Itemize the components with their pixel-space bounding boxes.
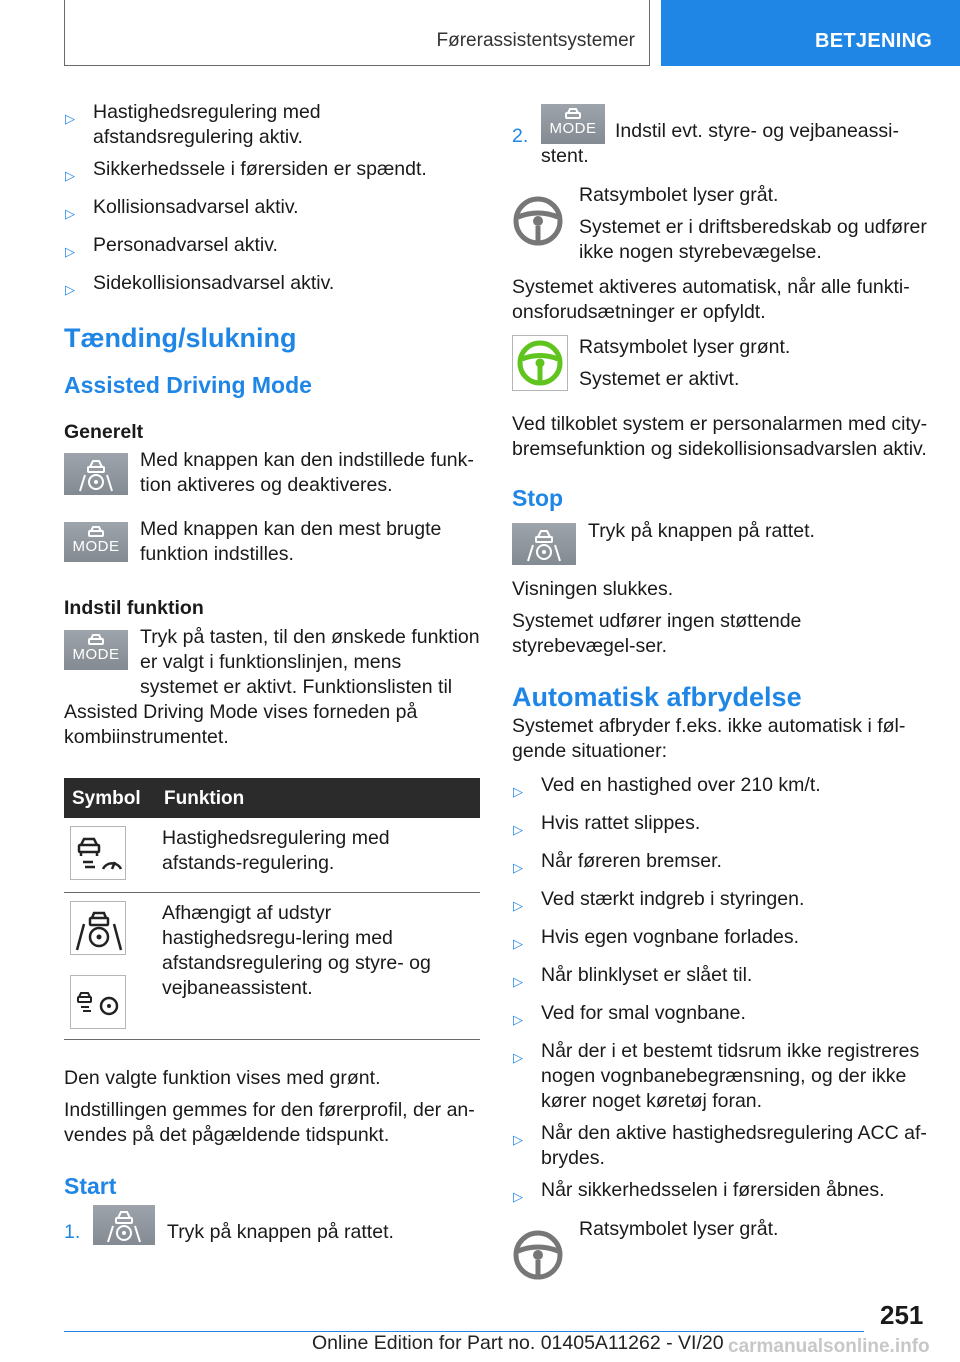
auto-activation-note: Systemet aktiveres automatisk, når alle funkti-onsforudsætninger er opfyldt. <box>512 276 910 323</box>
list-item: ▷ Hvis rattet slippes. <box>512 811 928 842</box>
bullet-list-situations <box>512 773 928 1209</box>
bullet-list-conditions <box>64 100 480 302</box>
list-item: ▷ Når der i et bestemt tidsrum ikke registreres nogen vognbanebegrænsning, og der ikke kører noget køretøj foran. <box>513 1040 920 1112</box>
table-row: Afhængigt af udstyr hastighedsregu-lering med afstandsregulering og styre- og vejbaneassistent. <box>64 893 480 1040</box>
heading-auto-interrupt: Automatisk afbrydelse <box>512 682 802 712</box>
green-steering-wheel-icon <box>512 335 579 398</box>
list-item: ▷ Hastighedsregulering med afstandsregulering aktiv. <box>65 101 321 148</box>
heading-set-function: Indstil funktion <box>64 597 204 619</box>
heading-start: Start <box>64 1173 117 1199</box>
heading-stop: Stop <box>512 485 564 511</box>
footer-edition: Online Edition for Part no. 01405A11262 - VI/20 <box>312 1332 724 1354</box>
gray-steering-wheel-icon <box>512 1217 579 1288</box>
selected-function-note: Den valgte funktion vises med grønt. <box>64 1067 381 1089</box>
triangle-bullet-icon: ▷ <box>65 206 75 221</box>
assist-button-icon <box>64 453 128 495</box>
mode-button-icon: MODE <box>64 630 128 670</box>
left-column <box>64 100 480 1245</box>
heading-ignition: Tænding/slukning <box>64 323 297 353</box>
right-column <box>512 104 928 1288</box>
list-item: ▷ Ved en hastighed over 210 km/t. <box>512 773 928 804</box>
list-item: ▷ Ved for smal vognbane. <box>512 1001 928 1032</box>
triangle-bullet-icon: ▷ <box>513 860 523 875</box>
list-item: ▷ Når den aktive hastighedsregulering ACC af-brydes. <box>513 1122 927 1169</box>
acc-steering-icon <box>70 975 126 1029</box>
triangle-bullet-icon: ▷ <box>513 1012 523 1027</box>
list-item: ▷ Hvis egen vognbane forlades. <box>512 925 928 956</box>
triangle-bullet-icon: ▷ <box>513 1189 523 1204</box>
gray-steering-wheel-icon <box>512 183 579 265</box>
function-table <box>64 778 480 1040</box>
list-item: ▷ Når føreren bremser. <box>512 849 928 880</box>
no-support-note: Systemet udfører ingen støttende styrebevægel-ser. <box>512 610 802 657</box>
set-function-para: MODE Tryk på tasten, til den ønskede funktion er valgt i funktionslinjen, mens systemet er aktivt. Funktionslisten til Assisted Driving Mode vises forneden på kombiinstrumentet. <box>64 626 480 748</box>
green-symbol-block: Ratsymbolet lyser grønt. Systemet er aktivt. <box>512 335 928 398</box>
display-off-note: Visningen slukkes. <box>512 578 674 600</box>
table-header-function: Funktion <box>156 778 480 818</box>
list-item: ▷ Kollisionsadvarsel aktiv. <box>64 195 480 226</box>
general-para-2: MODE Med knappen kan den mest brugte funktion indstilles. <box>64 517 480 568</box>
page-number: 251 <box>880 1300 924 1330</box>
general-para-1: Med knappen kan den indstillede funk-tion aktiveres og deaktiveres. <box>64 448 480 501</box>
triangle-bullet-icon: ▷ <box>513 784 523 799</box>
triangle-bullet-icon: ▷ <box>65 168 75 183</box>
list-item: ▷ Når sikkerhedsselen i førersiden åbnes. <box>512 1178 928 1209</box>
assist-button-icon <box>512 523 576 565</box>
watermark: carmanualsonline.info <box>728 1336 930 1357</box>
triangle-bullet-icon: ▷ <box>513 822 523 837</box>
auto-interrupt-intro: Systemet afbryder f.eks. ikke automatisk i føl-gende situationer: <box>512 715 906 762</box>
list-item: ▷ Personadvarsel aktiv. <box>64 233 480 264</box>
coupled-system-note: Ved tilkoblet system er personalarmen med city-bremsefunktion og sidekollisionsadvarslen aktiv. <box>512 413 928 460</box>
heading-general: Generelt <box>64 421 144 443</box>
triangle-bullet-icon: ▷ <box>65 282 75 297</box>
stop-para: Tryk på knappen på rattet. <box>512 519 928 571</box>
mode-button-icon: MODE <box>64 522 128 562</box>
heading-assisted-driving-mode: Assisted Driving Mode <box>64 372 312 398</box>
final-gray-block: Ratsymbolet lyser gråt. <box>512 1217 928 1288</box>
list-item: ▷ Ved stærkt indgreb i styringen. <box>512 887 928 918</box>
chapter-tab-label: BETJENING <box>815 30 933 52</box>
chapter-tab[interactable] <box>661 0 960 66</box>
start-step-2: 2. MODE Indstil evt. styre- og vejbaneassi-stent. <box>512 104 928 169</box>
list-item: ▷ Sikkerhedssele i førersiden er spændt. <box>64 157 480 188</box>
gray-symbol-block: Ratsymbolet lyser gråt. Systemet er i driftsberedskab og udfører ikke nogen styrebevægelse. <box>512 183 928 265</box>
triangle-bullet-icon: ▷ <box>513 898 523 913</box>
mode-button-icon: MODE <box>541 104 605 144</box>
start-step-1: 1. Tryk på knappen på rattet. <box>64 1205 480 1245</box>
profile-note: Indstillingen gemmes for den førerprofil, der an-vendes på det pågældende tidspunkt. <box>64 1099 475 1146</box>
list-item: ▷ Når blinklyset er slået til. <box>512 963 928 994</box>
header-section-box <box>64 0 650 66</box>
triangle-bullet-icon: ▷ <box>513 1132 523 1147</box>
table-row: Hastighedsregulering med afstands-regulering. <box>64 818 480 893</box>
list-item: ▷ Sidekollisionsadvarsel aktiv. <box>64 271 480 302</box>
triangle-bullet-icon: ▷ <box>65 244 75 259</box>
triangle-bullet-icon: ▷ <box>65 111 75 126</box>
steering-assist-icon <box>70 901 126 955</box>
section-title: Førerassistentsystemer <box>436 30 635 51</box>
table-header-symbol: Symbol <box>64 778 156 818</box>
acc-distance-icon <box>70 826 126 880</box>
triangle-bullet-icon: ▷ <box>513 1050 523 1065</box>
triangle-bullet-icon: ▷ <box>513 974 523 989</box>
triangle-bullet-icon: ▷ <box>513 936 523 951</box>
assist-button-icon <box>93 1205 155 1245</box>
